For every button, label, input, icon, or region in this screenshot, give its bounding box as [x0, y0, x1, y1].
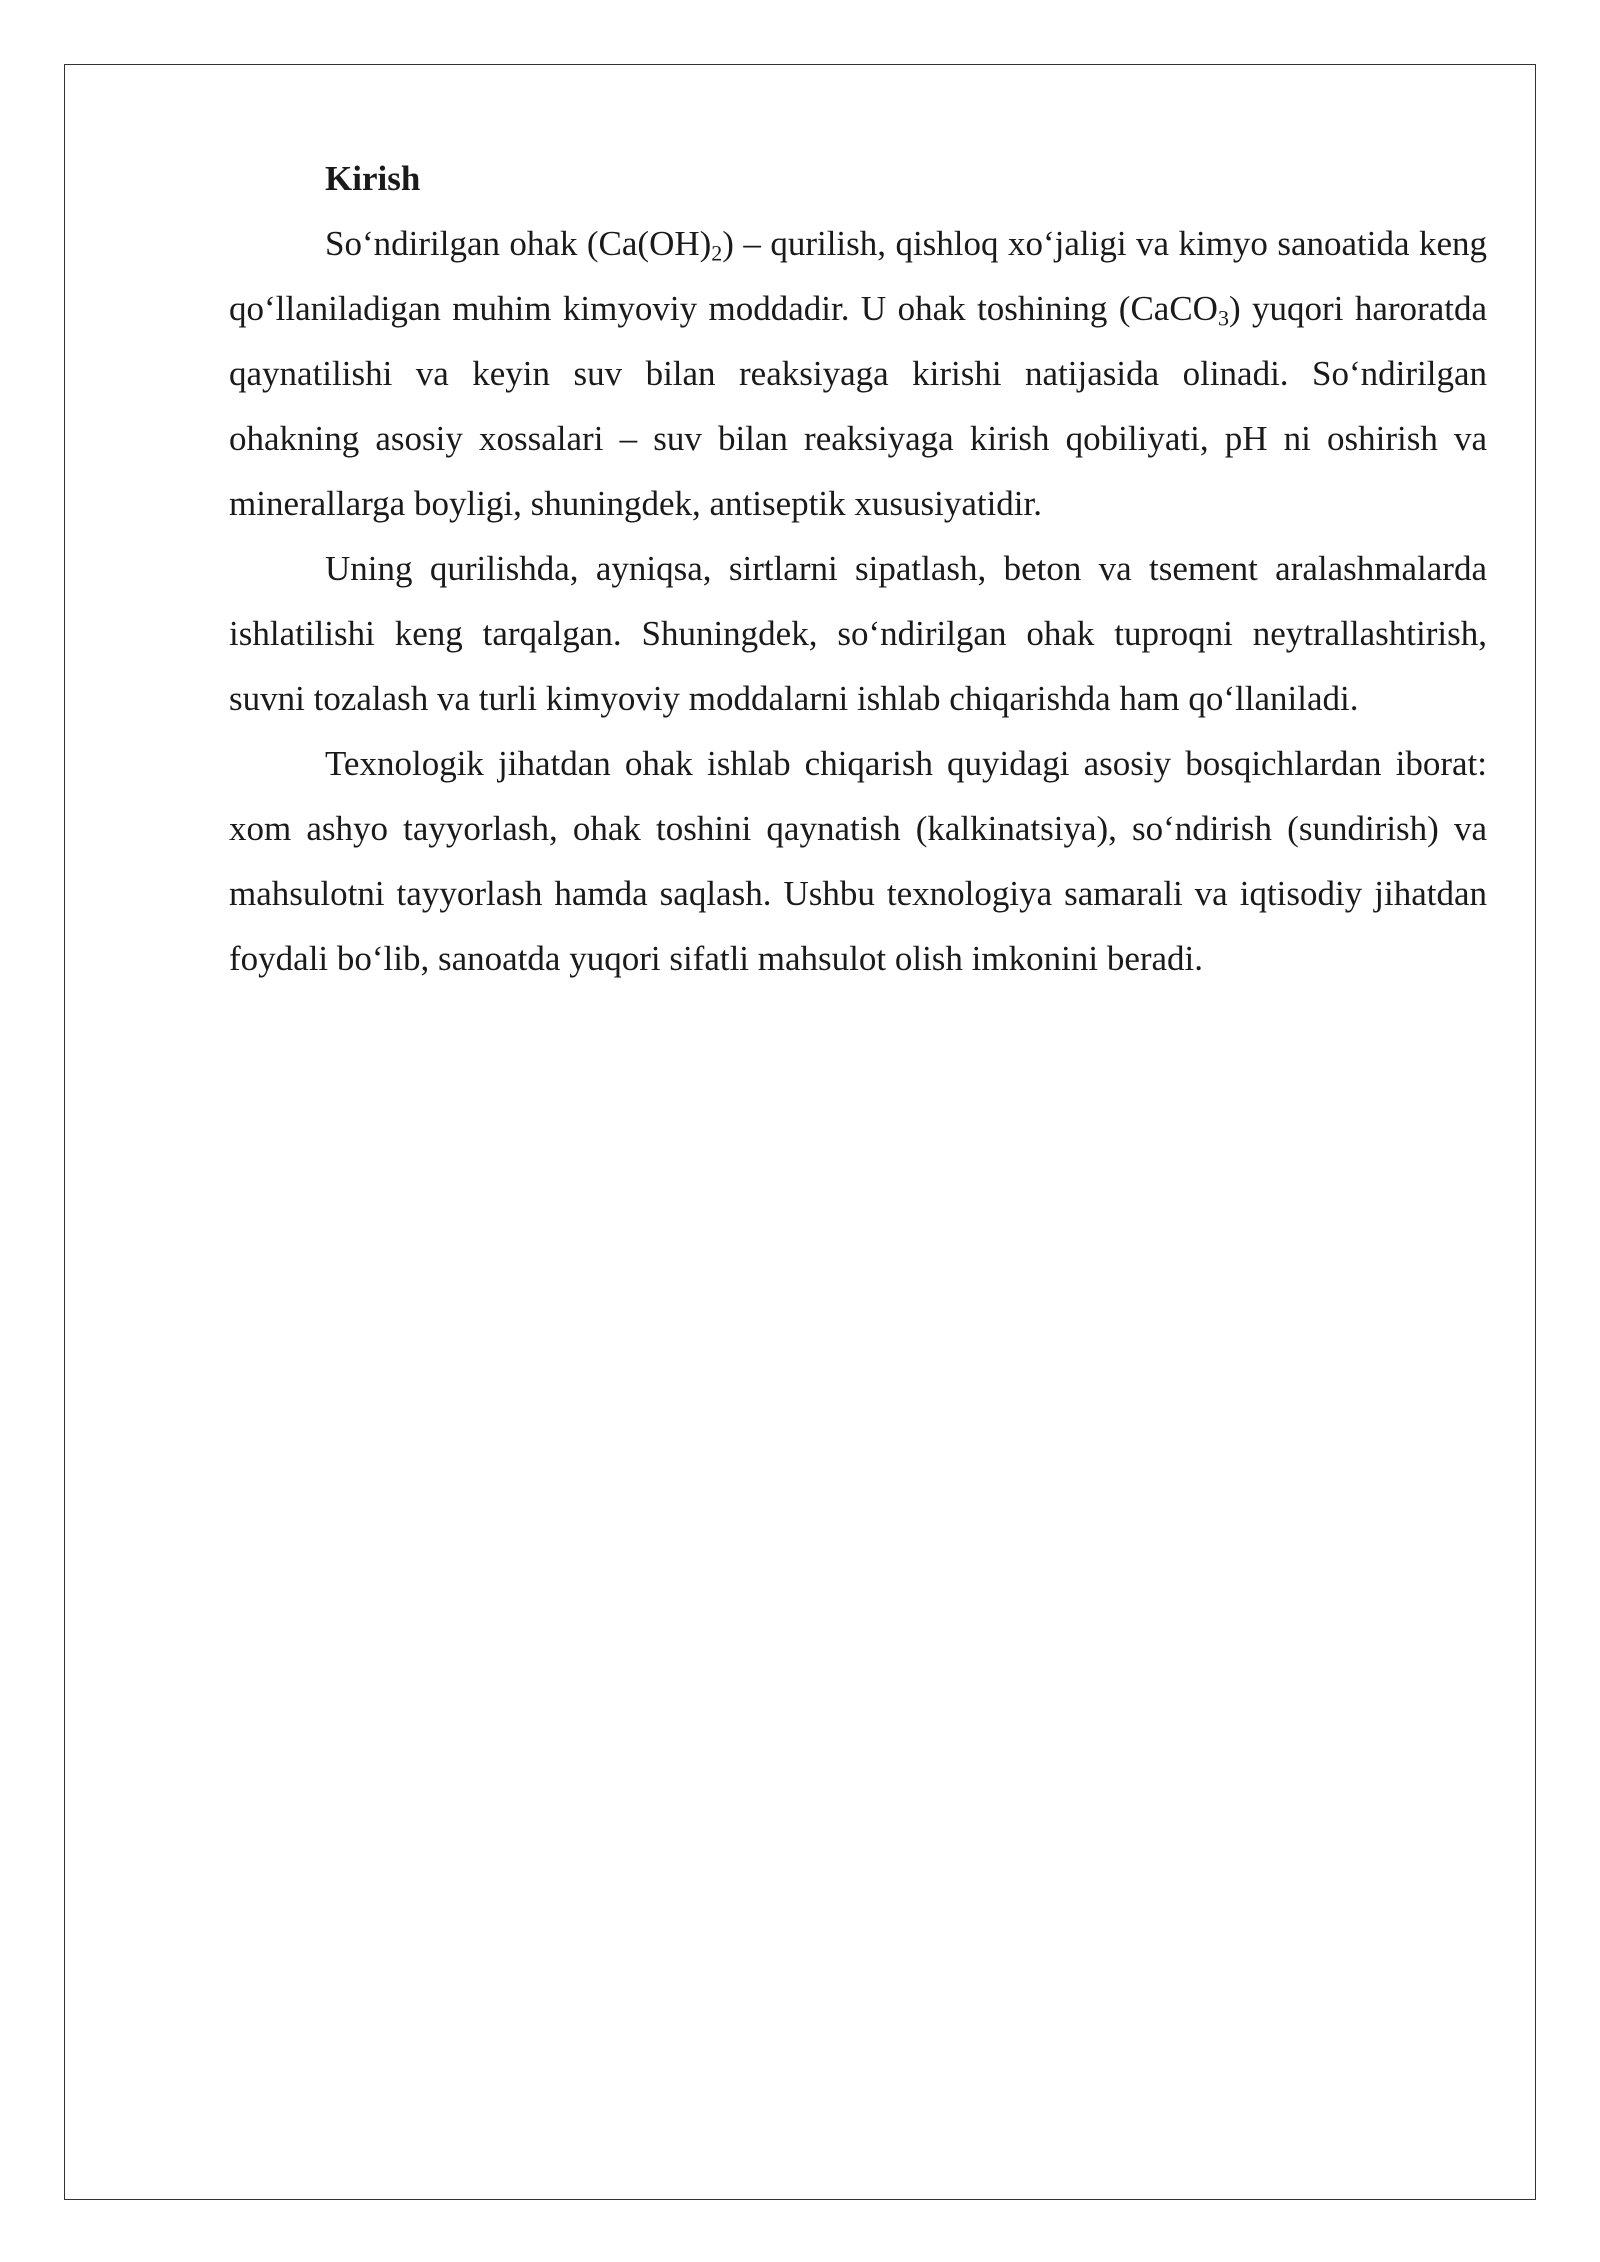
paragraph-intro [229, 211, 1487, 536]
document-body [229, 146, 1487, 991]
section-heading: Kirish [325, 159, 421, 198]
paragraph-intro-text-a: So‘ndirilgan ohak (Ca(OH) [325, 224, 712, 263]
paragraph-technology: Texnologik jihatdan ohak ishlab chiqarish quyidagi asosiy bosqichlardan iborat: xom ashyo tayyorlash, ohak toshini qaynatish (kalkinatsiya), so‘ndirish (sundirish) va mahsulotni tayyorlash hamda saqlash. Ushbu texnologiya samarali va iqtisodiy jihatdan foydali bo‘lib, sanoatda yuqori sifatli mahsulot olish imkonini beradi. [229, 744, 1487, 978]
paragraph-usage: Uning qurilishda, ayniqsa, sirtlarni sipatlash, beton va tsement aralashmalarda ishlatilishi keng tarqalgan. Shuningdek, so‘ndirilgan ohak tuproqni neytrallashtirish, suvni tozalash va turli kimyoviy moddalarni ishlab chiqarishda ham qo‘llaniladi. [229, 549, 1487, 718]
subscript-co3: 3 [1217, 305, 1229, 331]
paragraph-intro-text-b: ) – qurilish, qishloq xo‘jaligi va kimyo sanoatida keng qo‘llaniladigan muhim kimyoviy moddadir. U ohak toshining (CaCO [229, 224, 1487, 328]
paragraph-intro-text-c: ) yuqori haroratda qaynatilishi va keyin suv bilan reaksiyaga kirishi natijasida olinadi. So‘ndirilgan ohakning asosiy xossalari – suv bilan reaksiyaga kirish qobiliyati, pH ni oshirish va minerallarga boyligi, shuningdek, antiseptik xususiyatidir. [229, 289, 1487, 523]
subscript-oh2: 2 [711, 240, 723, 266]
